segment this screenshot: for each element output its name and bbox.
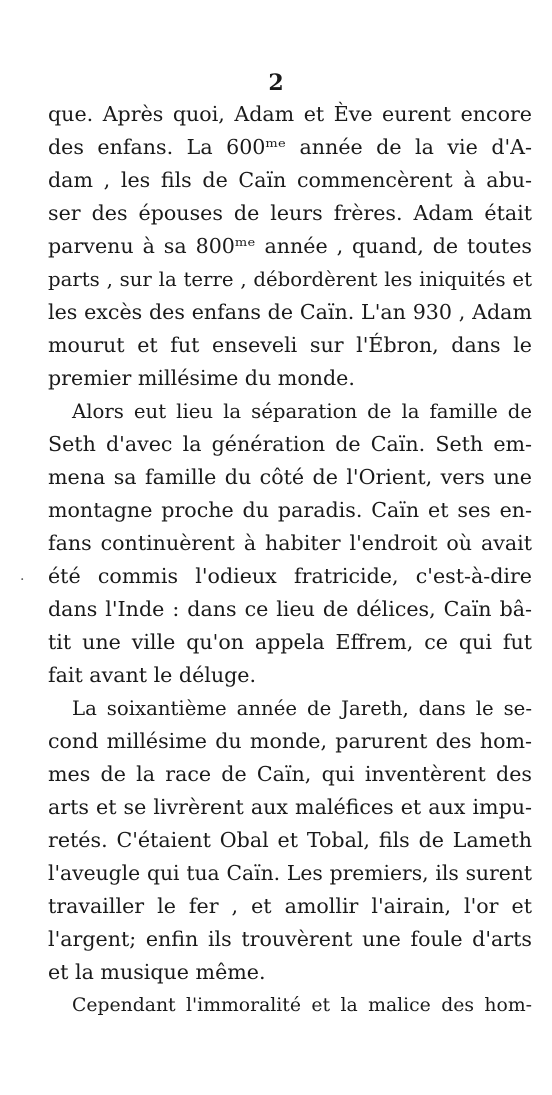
text-line: fait avant le déluge.	[48, 663, 257, 687]
margin-mark: ·	[20, 572, 25, 588]
text-line: été commis l'odieux fratricide, c'est-à-dire	[48, 564, 532, 588]
text-line: l'argent; enfin ils trouvèrent une foule d'arts	[48, 927, 532, 951]
text-line: l'aveugle qui tua Caïn. Les premiers, ils surent	[48, 861, 532, 885]
text-line: La soixantième année de Jareth, dans le se-	[72, 697, 532, 720]
text-line: tit une ville qu'on appela Effrem, ce qui fut	[48, 630, 532, 654]
text-line: fans continuèrent à habiter l'endroit où avait	[48, 531, 532, 555]
text-line: premier millésime du monde.	[48, 366, 355, 390]
text-line: les excès des enfans de Caïn. L'an 930 , Adam	[48, 300, 532, 324]
text-line: mena sa famille du côté de l'Orient, vers une	[48, 465, 532, 489]
text-line: retés. C'étaient Obal et Tobal, fils de Lameth	[48, 828, 532, 852]
text-line: mourut et fut enseveli sur l'Ébron, dans le	[48, 333, 532, 357]
text-line: que. Après quoi, Adam et Ève eurent encore	[48, 102, 532, 126]
text-line: montagne proche du paradis. Caïn et ses en-	[48, 498, 532, 522]
paragraph-2	[48, 395, 532, 692]
text-line: parvenu à sa 800ᵐᵉ année , quand, de toutes	[48, 234, 532, 258]
paragraph-3	[48, 692, 532, 989]
text-line: et la musique même.	[48, 960, 266, 984]
text-line: ser des épouses de leurs frères. Adam était	[48, 201, 532, 225]
text-line: parts , sur la terre , débordèrent les iniquités et	[48, 268, 532, 291]
text-line: des enfans. La 600ᵐᵉ année de la vie d'A-	[48, 135, 532, 159]
body-text	[48, 98, 532, 1022]
text-line: arts et se livrèrent aux maléfices et aux impu-	[48, 795, 532, 819]
text-line: dam , les fils de Caïn commencèrent à abu-	[48, 168, 532, 192]
text-line: cond millésime du monde, parurent des hom-	[48, 729, 532, 753]
text-line: mes de la race de Caïn, qui inventèrent des	[48, 762, 532, 786]
text-line: Seth d'avec la génération de Caïn. Seth em-	[48, 432, 532, 456]
text-line: Alors eut lieu la séparation de la famille de	[72, 400, 532, 423]
paragraph-1	[48, 98, 532, 395]
text-line: Cependant l'immoralité et la malice des hom-	[72, 995, 532, 1016]
text-line: dans l'Inde : dans ce lieu de délices, Caïn bâ-	[48, 597, 532, 621]
text-line: travailler le fer , et amollir l'airain, l'or et	[48, 894, 532, 918]
paragraph-4	[48, 989, 532, 1022]
page-number: 2	[268, 70, 284, 96]
